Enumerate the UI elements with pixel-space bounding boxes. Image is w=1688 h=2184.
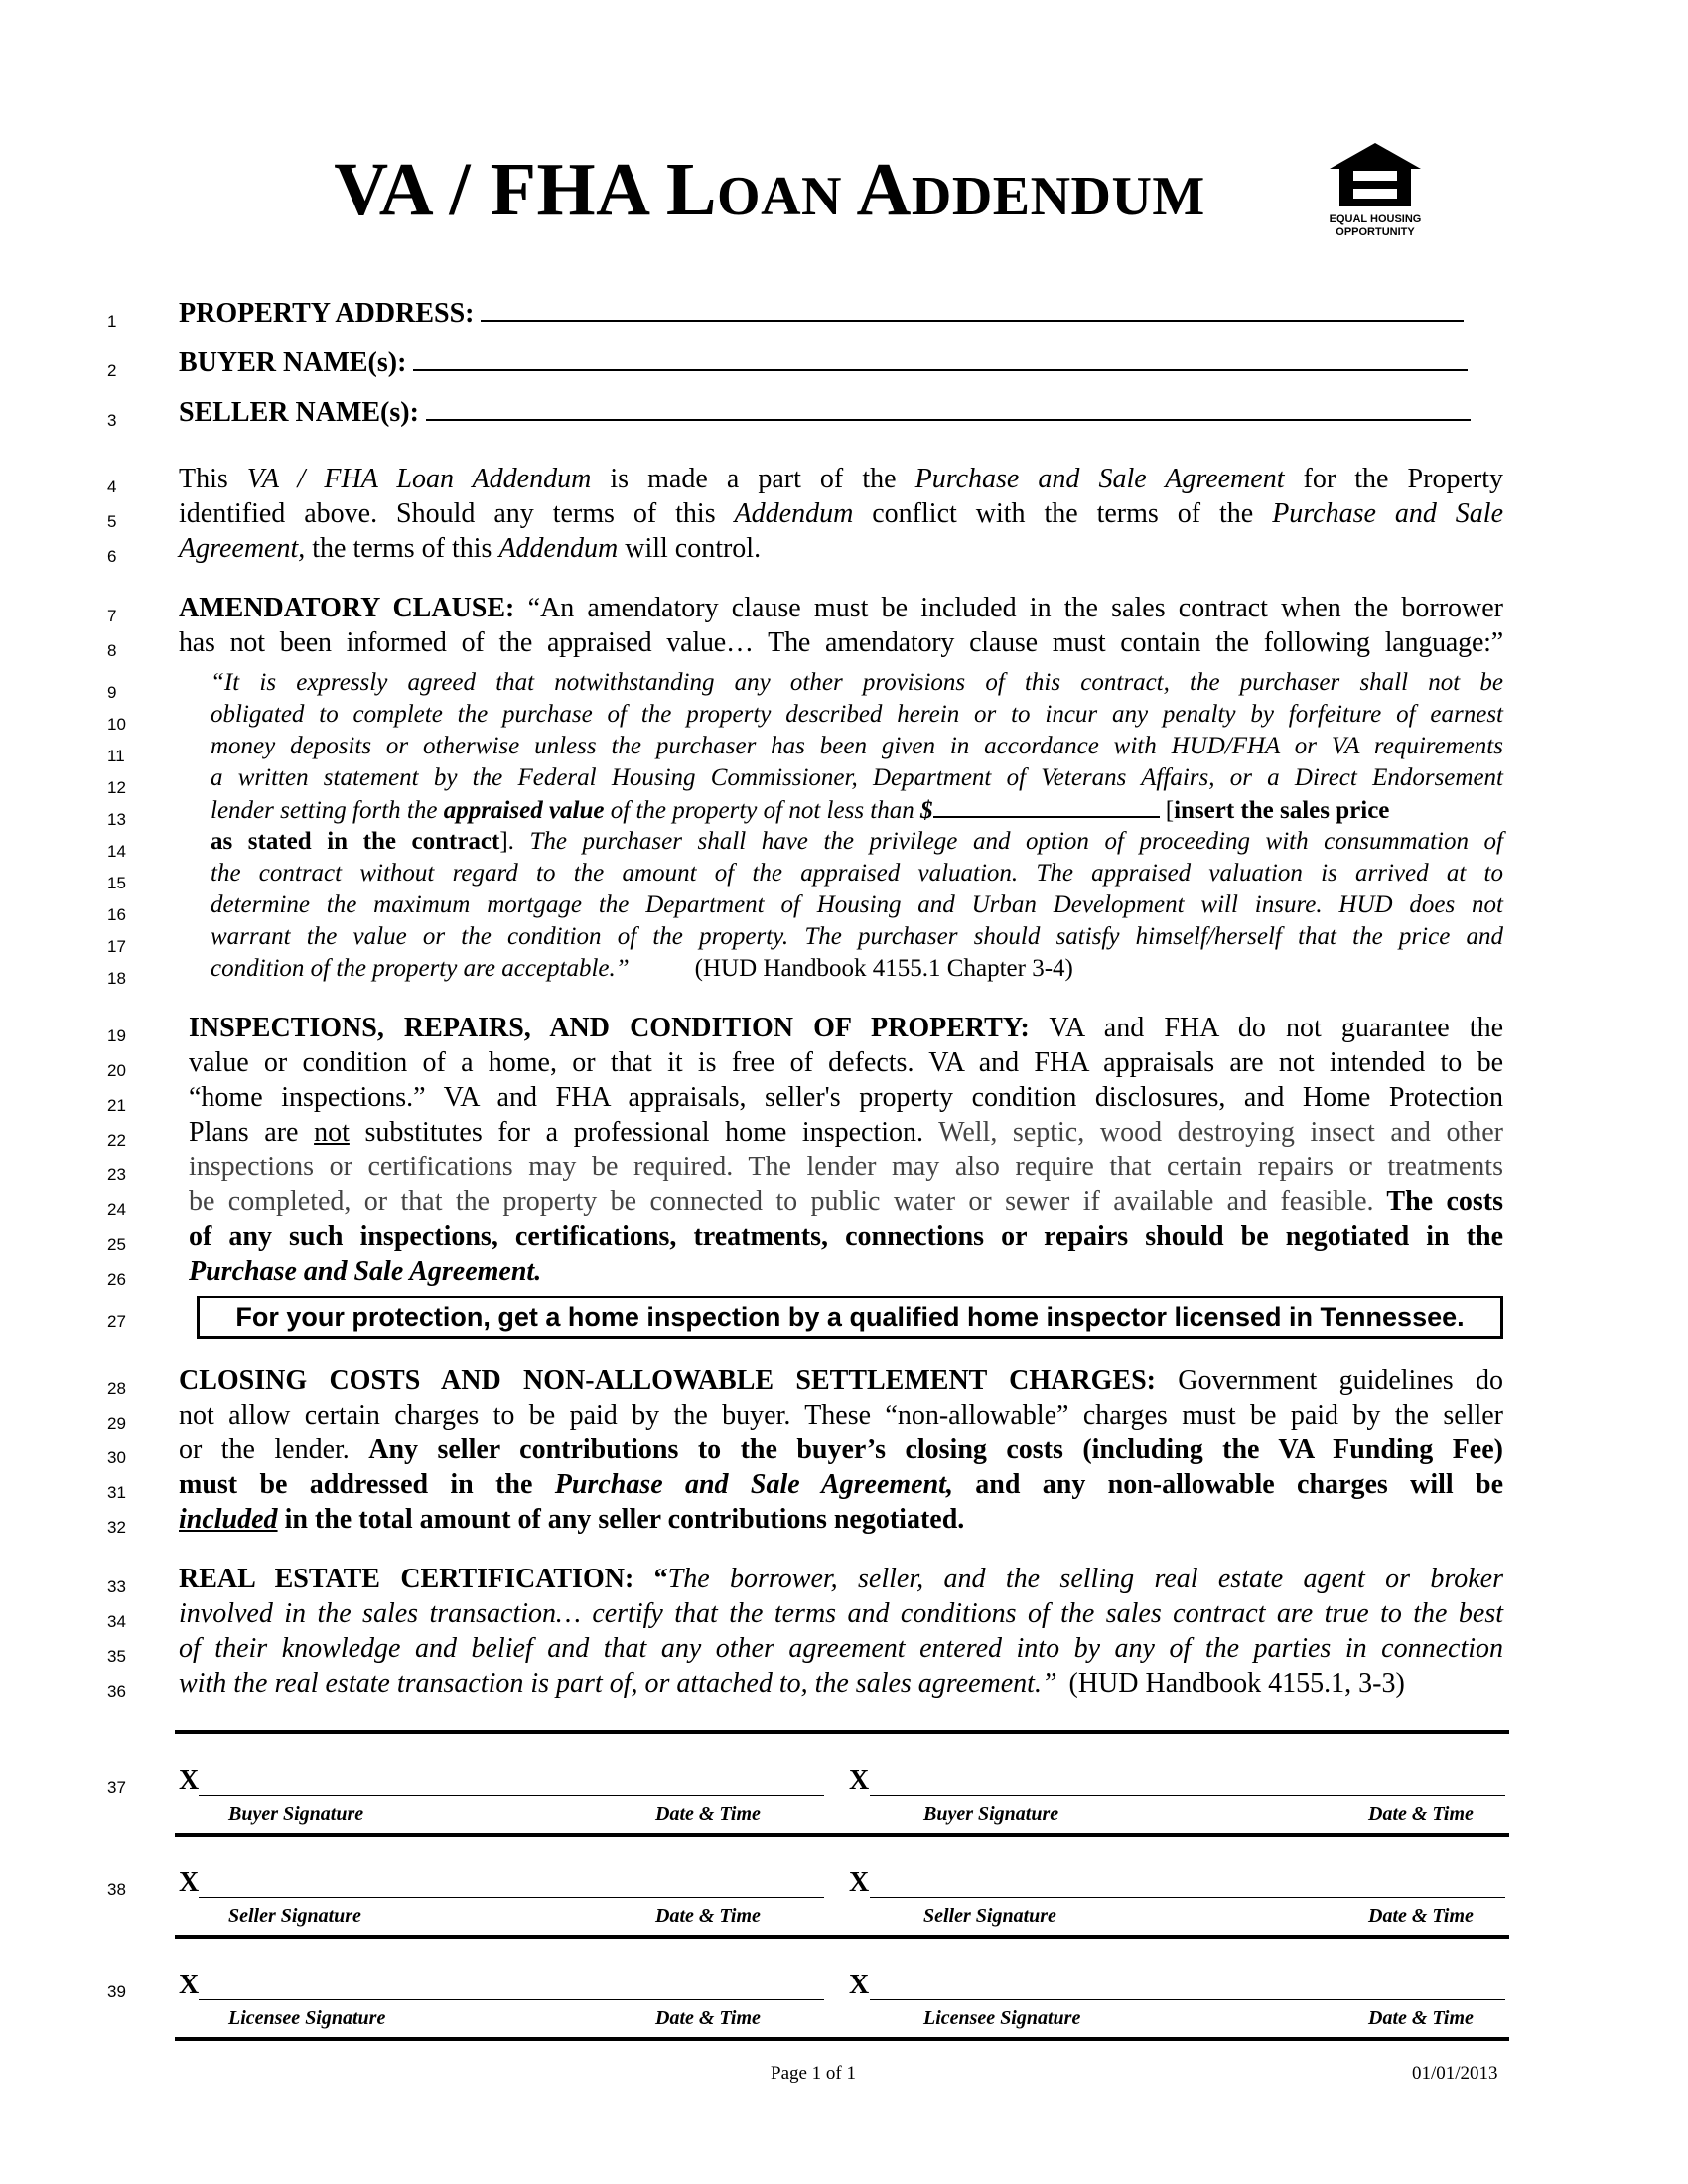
closing-heading: CLOSING COSTS AND NON-ALLOWABLE SETTLEMENT CHARGES:	[179, 1365, 1156, 1396]
line-number: 5	[107, 512, 117, 531]
certification-line-34: involved in the sales transaction… certify that the terms and conditions of the sales contract are true to the best	[179, 1598, 1503, 1629]
line-number: 18	[107, 969, 126, 988]
divider	[175, 1730, 1509, 1734]
quote-line-18: condition of the property are acceptable.” (HUD Handbook 4155.1 Chapter 3-4)	[211, 955, 1073, 982]
seller-signature-line-1[interactable]	[199, 1897, 824, 1898]
line-number: 8	[107, 641, 117, 660]
divider	[175, 1935, 1509, 1939]
line-number: 20	[107, 1061, 126, 1080]
line-number: 25	[107, 1235, 126, 1254]
buyer-signature-label: Buyer Signature	[923, 1803, 1059, 1825]
inspections-line-22: Plans are not substitutes for a professional home inspection. Well, septic, wood destroying insect and other	[189, 1117, 1504, 1148]
svg-text:OPPORTUNITY: OPPORTUNITY	[1336, 226, 1415, 238]
quote-line-9: “It is expressly agreed that notwithstanding any other provisions of this contract, the purchaser shall not be	[211, 669, 1503, 696]
quote-line-16: determine the maximum mortgage the Department of Housing and Urban Development will insure. HUD does not	[211, 891, 1503, 918]
line-number: 26	[107, 1270, 126, 1289]
home-inspection-notice: For your protection, get a home inspection by a qualified home inspector licensed in Tennessee.	[197, 1296, 1503, 1339]
seller-names-field[interactable]	[426, 395, 1471, 421]
divider	[175, 1833, 1509, 1837]
line-number: 31	[107, 1483, 126, 1502]
closing-line-29: not allow certain charges to be paid by the buyer. These “non-allowable” charges must be paid by the seller	[179, 1400, 1503, 1431]
closing-line-31: must be addressed in the Purchase and Sale Agreement, and any non-allowable charges will be	[179, 1469, 1503, 1500]
line-number: 12	[107, 778, 126, 797]
amendatory-line-7: AMENDATORY CLAUSE: “An amendatory clause must be included in the sales contract when the borrower	[179, 593, 1503, 623]
line-number: 11	[107, 747, 125, 765]
line-number: 16	[107, 905, 126, 924]
inspections-line-21: “home inspections.” VA and FHA appraisals, seller's property condition disclosures, and Home Protection	[189, 1082, 1503, 1113]
line-number: 21	[107, 1096, 126, 1115]
licensee-signature-line-2[interactable]	[870, 1999, 1505, 2000]
inspections-heading: INSPECTIONS, REPAIRS, AND CONDITION OF PROPERTY:	[189, 1013, 1030, 1043]
quote-line-13: lender setting forth the appraised value of the property of not less than $ [insert the sales price	[211, 794, 1503, 827]
line-number: 4	[107, 478, 117, 496]
line-number: 23	[107, 1165, 126, 1184]
signature-x-mark: X	[179, 1765, 200, 1796]
house-icon	[1326, 139, 1425, 248]
signature-x-mark: X	[179, 1867, 200, 1898]
signature-x-mark: X	[849, 1867, 870, 1898]
signature-x-mark: X	[179, 1970, 200, 2000]
line-number: 29	[107, 1414, 126, 1433]
line-number: 30	[107, 1448, 126, 1467]
date-time-label: Date & Time	[655, 2007, 761, 2029]
line-number: 34	[107, 1612, 126, 1631]
buyer-signature-line-1[interactable]	[199, 1795, 824, 1796]
line-number: 1	[107, 312, 117, 331]
line-number: 7	[107, 607, 117, 625]
property-address-label: PROPERTY ADDRESS:	[179, 298, 475, 329]
line-number: 32	[107, 1518, 126, 1537]
licensee-signature-label: Licensee Signature	[228, 2007, 386, 2029]
equal-housing-logo	[1326, 139, 1425, 248]
line-number: 10	[107, 715, 126, 734]
buyer-names-label: BUYER NAME(s):	[179, 347, 407, 378]
signature-x-mark: X	[849, 1970, 870, 2000]
line-number: 15	[107, 874, 126, 892]
quote-line-10: obligated to complete the purchase of the property described herein or to incur any penalty by forfeiture of earnest	[211, 701, 1503, 728]
seller-names-label: SELLER NAME(s):	[179, 397, 419, 428]
line-number: 38	[107, 1880, 126, 1899]
line-number: 33	[107, 1577, 126, 1596]
signature-x-mark: X	[849, 1765, 870, 1796]
date-time-label: Date & Time	[1368, 1803, 1474, 1825]
inspections-line-19: INSPECTIONS, REPAIRS, AND CONDITION OF PROPERTY: VA and FHA do not guarantee the	[189, 1013, 1503, 1043]
line-number: 24	[107, 1200, 126, 1219]
seller-signature-label: Seller Signature	[228, 1905, 361, 1927]
inspections-line-25: of any such inspections, certifications, treatments, connections or repairs should be negotiated in the	[189, 1221, 1503, 1252]
date-time-label: Date & Time	[655, 1803, 761, 1825]
sales-price-field[interactable]	[933, 794, 1160, 818]
closing-line-30: or the lender. Any seller contributions to the buyer’s closing costs (including the VA Funding Fee)	[179, 1434, 1503, 1465]
date-time-label: Date & Time	[655, 1905, 761, 1927]
inspections-line-20: value or condition of a home, or that it is free of defects. VA and FHA appraisals are not intended to be	[189, 1047, 1503, 1078]
quote-line-17: warrant the value or the condition of the property. The purchaser should satisfy himself/herself that the price and	[211, 923, 1503, 950]
quote-line-15: the contract without regard to the amount of the appraised valuation. The appraised valuation is arrived at to	[211, 860, 1503, 887]
property-address-row	[179, 296, 1503, 331]
certification-line-36: with the real estate transaction is part of, or attached to, the sales agreement.” (HUD Handbook 4155.1, 3-3)	[179, 1668, 1405, 1699]
amendatory-heading: AMENDATORY CLAUSE:	[179, 593, 515, 623]
seller-names-row	[179, 395, 1503, 430]
property-address-field[interactable]	[481, 296, 1464, 322]
line-number: 3	[107, 411, 117, 430]
divider	[175, 2037, 1509, 2041]
inspections-line-23: inspections or certifications may be required. The lender may also require that certain repairs or treatments	[189, 1152, 1503, 1182]
date-time-label: Date & Time	[1368, 1905, 1474, 1927]
svg-text:EQUAL HOUSING: EQUAL HOUSING	[1329, 213, 1422, 225]
intro-line-4: This VA / FHA Loan Addendum is made a part of the Purchase and Sale Agreement for the Property	[179, 464, 1503, 494]
closing-line-32: included in the total amount of any seller contributions negotiated.	[179, 1504, 965, 1535]
date-time-label: Date & Time	[1368, 2007, 1474, 2029]
certification-line-33: REAL ESTATE CERTIFICATION: “The borrower, seller, and the selling real estate agent or broker	[179, 1564, 1503, 1594]
line-number: 35	[107, 1647, 126, 1666]
intro-line-6: Agreement, the terms of this Addendum will control.	[179, 533, 762, 564]
line-number: 2	[107, 361, 117, 380]
page-title: VA / FHA LOAN ADDENDUM	[334, 148, 1205, 231]
buyer-names-field[interactable]	[413, 345, 1468, 371]
amendatory-line-8: has not been informed of the appraised value… The amendatory clause must contain the following language:”	[179, 627, 1503, 658]
quote-line-11: money deposits or otherwise unless the purchaser has been given in accordance with HUD/FHA or VA requirements	[211, 733, 1503, 759]
seller-signature-line-2[interactable]	[870, 1897, 1505, 1898]
certification-line-35: of their knowledge and belief and that any other agreement entered into by any of the parties in connection	[179, 1633, 1503, 1664]
line-number: 22	[107, 1131, 126, 1150]
line-number: 28	[107, 1379, 126, 1398]
buyer-signature-line-2[interactable]	[870, 1795, 1505, 1796]
line-number: 13	[107, 810, 126, 829]
line-number: 27	[107, 1312, 126, 1331]
line-number: 19	[107, 1026, 126, 1045]
line-number: 36	[107, 1682, 126, 1701]
licensee-signature-line-1[interactable]	[199, 1999, 824, 2000]
inspections-line-26: Purchase and Sale Agreement.	[189, 1256, 542, 1287]
quote-line-12: a written statement by the Federal Housing Commissioner, Department of Veterans Affairs, or a Direct Endorsement	[211, 764, 1503, 791]
quote-line-14: as stated in the contract]. The purchaser shall have the privilege and option of proceeding with consummation of	[211, 828, 1503, 855]
line-number: 14	[107, 842, 126, 861]
inspections-line-24: be completed, or that the property be connected to public water or sewer if available and feasible. The costs	[189, 1186, 1503, 1217]
closing-line-28: CLOSING COSTS AND NON-ALLOWABLE SETTLEMENT CHARGES: Government guidelines do	[179, 1365, 1503, 1396]
licensee-signature-label: Licensee Signature	[923, 2007, 1081, 2029]
page-number: Page 1 of 1	[771, 2063, 857, 2084]
buyer-names-row	[179, 345, 1503, 380]
line-number: 39	[107, 1982, 126, 2001]
seller-signature-label: Seller Signature	[923, 1905, 1056, 1927]
line-number: 37	[107, 1778, 126, 1797]
form-date: 01/01/2013	[1412, 2063, 1498, 2084]
buyer-signature-label: Buyer Signature	[228, 1803, 364, 1825]
line-number: 9	[107, 683, 117, 702]
certification-heading: REAL ESTATE CERTIFICATION: “	[179, 1564, 668, 1594]
line-number: 6	[107, 547, 117, 566]
line-number: 17	[107, 937, 126, 956]
intro-line-5: identified above. Should any terms of this Addendum conflict with the terms of the Purchase and Sale	[179, 498, 1503, 529]
